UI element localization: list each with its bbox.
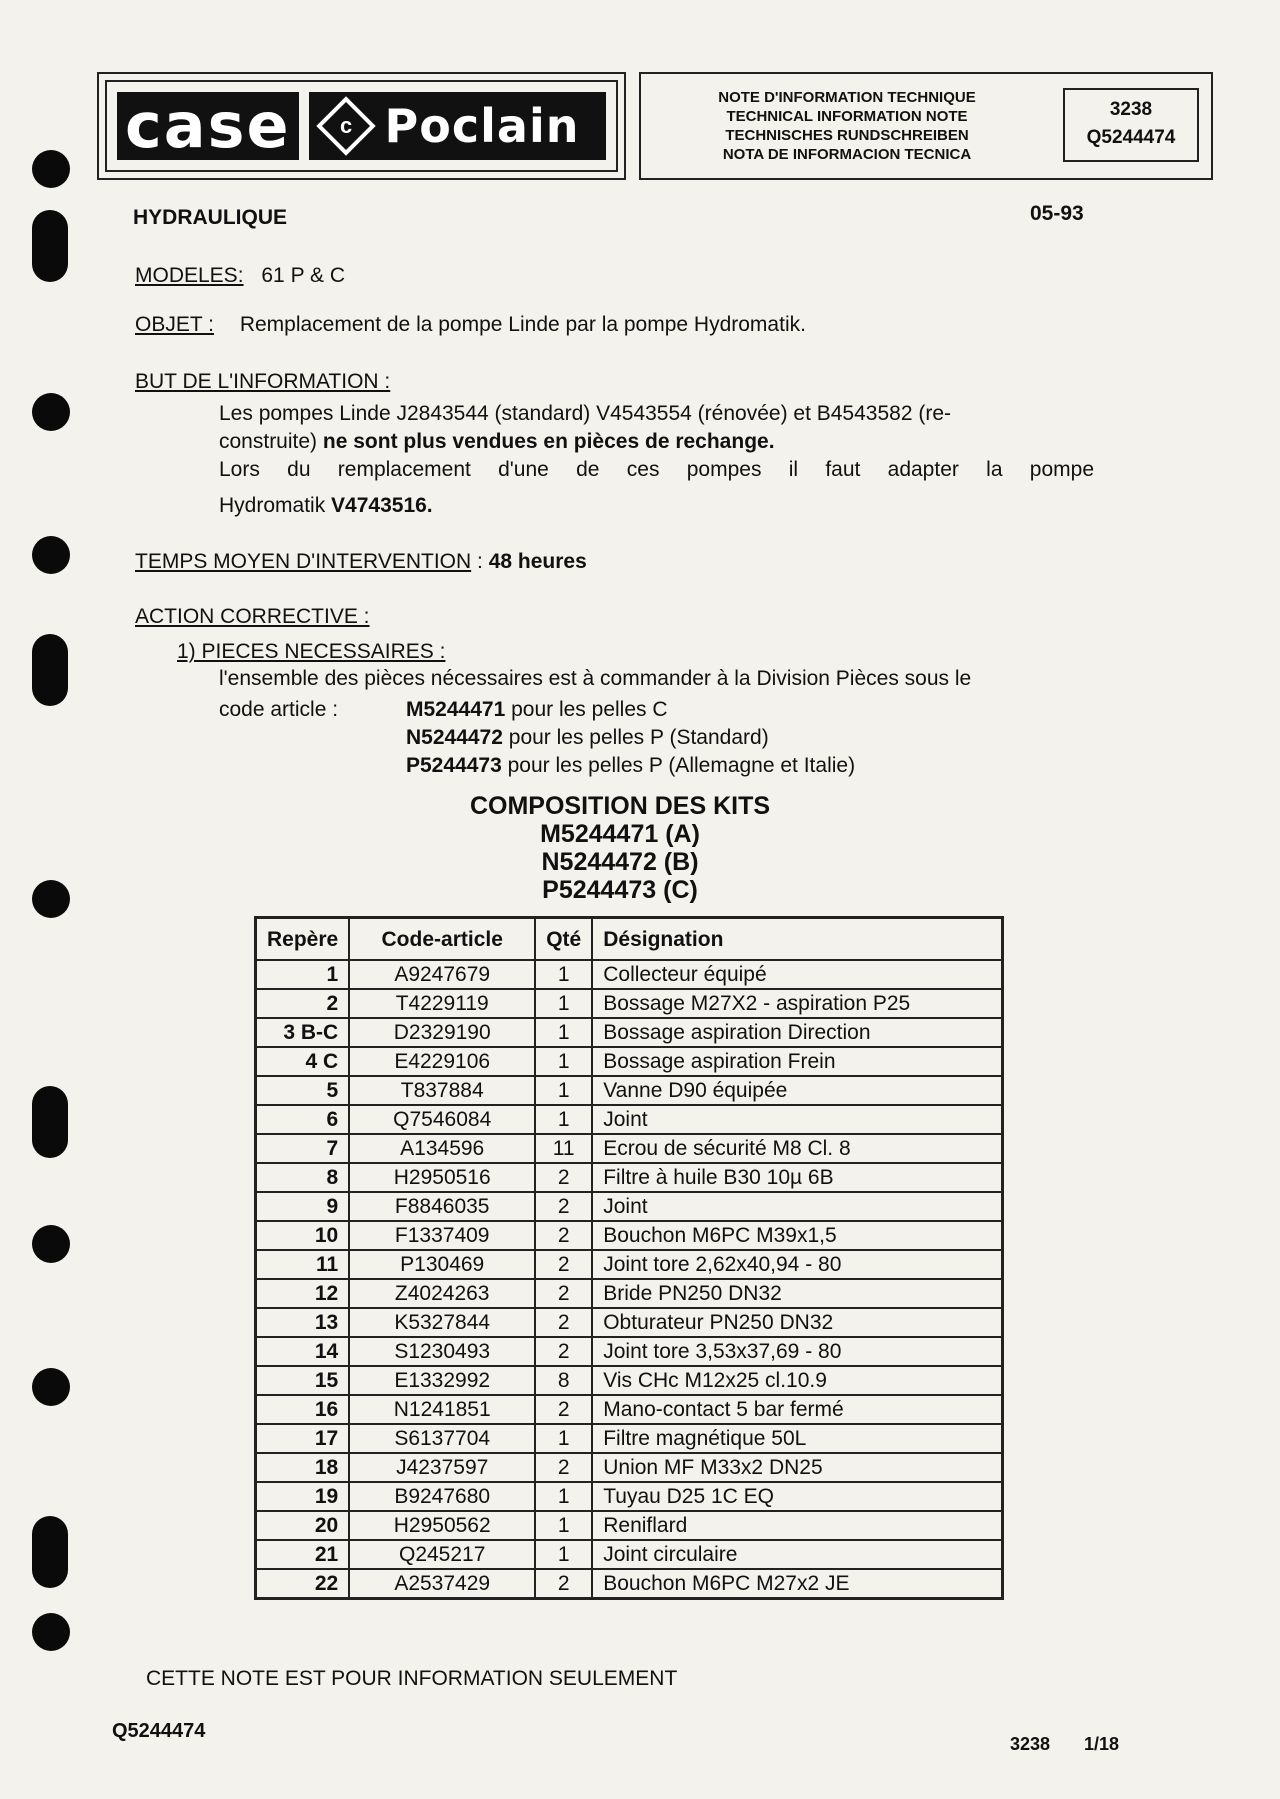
cell-designation: Obturateur PN250 DN32 <box>592 1308 1003 1337</box>
modeles-value: 61 P & C <box>261 264 346 287</box>
cell-qte: 2 <box>535 1308 592 1337</box>
cell-qte: 2 <box>535 1192 592 1221</box>
binder-hole <box>32 1368 70 1406</box>
cell-qte: 1 <box>535 960 592 989</box>
cell-repere: 7 <box>256 1134 350 1163</box>
footer-number: 3238 <box>1010 1734 1051 1754</box>
temps-value: 48 heures <box>488 550 587 573</box>
table-row <box>256 1395 1003 1424</box>
table-row <box>256 989 1003 1018</box>
cell-repere: 1 <box>256 960 350 989</box>
cell-code-article: K5327844 <box>349 1308 535 1337</box>
cell-code-article: T4229119 <box>349 989 535 1018</box>
cell-repere: 13 <box>256 1308 350 1337</box>
cell-repere: 4 C <box>256 1047 350 1076</box>
temps-row <box>135 548 587 576</box>
cell-code-article: Z4024263 <box>349 1279 535 1308</box>
table-row <box>256 1511 1003 1540</box>
but-line-4 <box>219 492 433 520</box>
reference-number: 3238 <box>1109 99 1153 120</box>
cell-qte: 1 <box>535 1105 592 1134</box>
table-row <box>256 1540 1003 1569</box>
cell-qte: 1 <box>535 1047 592 1076</box>
date: 05-93 <box>1030 202 1084 225</box>
cell-designation: Joint tore 2,62x40,94 - 80 <box>592 1250 1003 1279</box>
cell-qte: 1 <box>535 1076 592 1105</box>
cell-code-article: B9247680 <box>349 1482 535 1511</box>
cell-designation: Bouchon M6PC M39x1,5 <box>592 1221 1003 1250</box>
table-row <box>256 1047 1003 1076</box>
code-text: pour les pelles C <box>511 698 668 721</box>
pieces-label: 1) PIECES NECESSAIRES : <box>177 640 446 663</box>
code-line-1 <box>406 696 668 724</box>
poclain-logo <box>309 92 606 160</box>
cell-code-article: A2537429 <box>349 1569 535 1599</box>
cell-repere: 11 <box>256 1250 350 1279</box>
cell-designation: Bossage M27X2 - aspiration P25 <box>592 989 1003 1018</box>
modeles-row <box>135 262 345 290</box>
case-logo: case <box>117 92 299 160</box>
note-title-en: TECHNICAL INFORMATION NOTE <box>726 108 968 125</box>
code-value: M5244471 <box>406 698 506 721</box>
table-row <box>256 1279 1003 1308</box>
cell-qte: 1 <box>535 1540 592 1569</box>
cell-repere: 3 B-C <box>256 1018 350 1047</box>
footer-notice: CETTE NOTE EST POUR INFORMATION SEULEMENT <box>146 1667 678 1690</box>
cell-qte: 2 <box>535 1569 592 1599</box>
table-row <box>256 1250 1003 1279</box>
cell-qte: 2 <box>535 1453 592 1482</box>
cell-repere: 6 <box>256 1105 350 1134</box>
cell-repere: 21 <box>256 1540 350 1569</box>
cell-code-article: F1337409 <box>349 1221 535 1250</box>
table-row <box>256 1453 1003 1482</box>
note-header-box <box>639 72 1213 180</box>
cell-designation: Filtre à huile B30 10µ 6B <box>592 1163 1003 1192</box>
but-label: BUT DE L'INFORMATION : <box>135 370 391 393</box>
parts-table <box>254 916 1004 1600</box>
kit-line-b: N5244472 (B) <box>541 848 699 876</box>
table-row <box>256 1163 1003 1192</box>
cell-repere: 14 <box>256 1337 350 1366</box>
header-designation: Désignation <box>592 918 1003 961</box>
table-row <box>256 1424 1003 1453</box>
table-row <box>256 1482 1003 1511</box>
action-label: ACTION CORRECTIVE : <box>135 605 370 628</box>
cell-designation: Tuyau D25 1C EQ <box>592 1482 1003 1511</box>
table-row <box>256 1105 1003 1134</box>
binder-hole <box>32 1613 70 1651</box>
cell-repere: 16 <box>256 1395 350 1424</box>
section-title: HYDRAULIQUE <box>133 206 288 229</box>
note-titles <box>667 88 1027 164</box>
cell-repere: 9 <box>256 1192 350 1221</box>
cell-designation: Filtre magnétique 50L <box>592 1424 1003 1453</box>
cell-qte: 2 <box>535 1279 592 1308</box>
temps-label: TEMPS MOYEN D'INTERVENTION <box>135 550 472 573</box>
cell-repere: 22 <box>256 1569 350 1599</box>
footer-code: Q5244474 <box>112 1720 206 1742</box>
code-line-2 <box>406 724 769 752</box>
table-header-row <box>256 918 1003 961</box>
cell-repere: 17 <box>256 1424 350 1453</box>
cell-code-article: S1230493 <box>349 1337 535 1366</box>
kit-line-c: P5244473 (C) <box>542 876 698 904</box>
note-title-fr: NOTE D'INFORMATION TECHNIQUE <box>718 89 976 106</box>
cell-qte: 2 <box>535 1250 592 1279</box>
binder-hole <box>32 210 68 282</box>
table-row <box>256 1134 1003 1163</box>
binder-hole <box>32 1225 70 1263</box>
cell-designation: Joint <box>592 1192 1003 1221</box>
cell-designation: Reniflard <box>592 1511 1003 1540</box>
binder-hole <box>32 1516 68 1588</box>
binder-hole <box>32 1086 68 1158</box>
cell-code-article: S6137704 <box>349 1424 535 1453</box>
header-repere: Repère <box>256 918 350 961</box>
cell-qte: 1 <box>535 989 592 1018</box>
cell-qte: 1 <box>535 1511 592 1540</box>
cell-qte: 2 <box>535 1221 592 1250</box>
cell-code-article: H2950562 <box>349 1511 535 1540</box>
cell-qte: 2 <box>535 1337 592 1366</box>
parts-table-body <box>256 960 1003 1599</box>
code-text: pour les pelles P (Standard) <box>508 726 769 749</box>
but-line-2-bold: ne sont plus vendues en pièces de rechange. <box>322 430 775 453</box>
footer-page: 1/18 <box>1084 1734 1120 1754</box>
cell-designation: Collecteur équipé <box>592 960 1003 989</box>
cell-designation: Union MF M33x2 DN25 <box>592 1453 1003 1482</box>
cell-designation: Joint circulaire <box>592 1540 1003 1569</box>
cell-qte: 1 <box>535 1482 592 1511</box>
header-code-article: Code-article <box>349 918 535 961</box>
binder-hole <box>32 880 70 918</box>
but-line-3: Lors du remplacement d'une de ces pompes il faut adapter la pompe <box>219 458 1094 481</box>
table-row <box>256 1308 1003 1337</box>
logo-box <box>97 72 626 180</box>
cell-qte: 1 <box>535 1018 592 1047</box>
cell-designation: Joint tore 3,53x37,69 - 80 <box>592 1337 1003 1366</box>
poclain-text: Poclain <box>384 99 580 153</box>
cell-repere: 5 <box>256 1076 350 1105</box>
kits-title: COMPOSITION DES KITS <box>469 792 771 820</box>
poclain-diamond-icon: c <box>316 96 375 155</box>
cell-designation: Ecrou de sécurité M8 Cl. 8 <box>592 1134 1003 1163</box>
cell-designation: Joint <box>592 1105 1003 1134</box>
cell-code-article: E1332992 <box>349 1366 535 1395</box>
cell-designation: Bride PN250 DN32 <box>592 1279 1003 1308</box>
cell-code-article: H2950516 <box>349 1163 535 1192</box>
objet-value: Remplacement de la pompe Linde par la pompe Hydromatik. <box>239 313 806 336</box>
cell-qte: 11 <box>535 1134 592 1163</box>
header-qte: Qté <box>535 918 592 961</box>
but-line-2 <box>219 428 775 456</box>
reference-code: Q5244474 <box>1086 127 1176 148</box>
cell-designation: Vanne D90 équipée <box>592 1076 1003 1105</box>
code-article-label: code article : <box>219 698 339 721</box>
cell-repere: 20 <box>256 1511 350 1540</box>
cell-repere: 2 <box>256 989 350 1018</box>
cell-code-article: J4237597 <box>349 1453 535 1482</box>
code-value: N5244472 <box>406 726 503 749</box>
code-value: P5244473 <box>406 754 502 777</box>
but-line-1: Les pompes Linde J2843544 (standard) V4543554 (rénovée) et B4543582 (re- <box>219 402 951 425</box>
binder-hole <box>32 536 70 574</box>
cell-repere: 10 <box>256 1221 350 1250</box>
kit-line-a: M5244471 (A) <box>540 820 700 848</box>
cell-designation: Vis CHc M12x25 cl.10.9 <box>592 1366 1003 1395</box>
table-row <box>256 1192 1003 1221</box>
table-row <box>256 1076 1003 1105</box>
objet-row <box>135 311 806 339</box>
cell-designation: Mano-contact 5 bar fermé <box>592 1395 1003 1424</box>
table-row <box>256 1569 1003 1599</box>
cell-qte: 2 <box>535 1395 592 1424</box>
table-row <box>256 960 1003 989</box>
table-row <box>256 1018 1003 1047</box>
cell-code-article: A134596 <box>349 1134 535 1163</box>
reference-box <box>1063 88 1199 162</box>
cell-code-article: E4229106 <box>349 1047 535 1076</box>
cell-code-article: D2329190 <box>349 1018 535 1047</box>
cell-code-article: T837884 <box>349 1076 535 1105</box>
cell-repere: 19 <box>256 1482 350 1511</box>
cell-qte: 2 <box>535 1163 592 1192</box>
note-title-es: NOTA DE INFORMACION TECNICA <box>722 146 972 163</box>
binder-hole <box>32 150 70 188</box>
note-title-de: TECHNISCHES RUNDSCHREIBEN <box>725 127 969 144</box>
cell-designation: Bossage aspiration Frein <box>592 1047 1003 1076</box>
cell-qte: 1 <box>535 1424 592 1453</box>
table-row <box>256 1221 1003 1250</box>
objet-label: OBJET : <box>135 313 214 336</box>
cell-repere: 8 <box>256 1163 350 1192</box>
binder-hole <box>32 393 70 431</box>
cell-qte: 8 <box>535 1366 592 1395</box>
but-line-2-plain: construite) <box>219 430 318 453</box>
modeles-label: MODELES: <box>135 264 244 287</box>
cell-designation: Bossage aspiration Direction <box>592 1018 1003 1047</box>
cell-code-article: A9247679 <box>349 960 535 989</box>
but-line-4-plain: Hydromatik <box>219 494 326 517</box>
action-line-1: l'ensemble des pièces nécessaires est à commander à la Division Pièces sous le <box>219 667 972 690</box>
table-row <box>256 1337 1003 1366</box>
cell-code-article: F8846035 <box>349 1192 535 1221</box>
cell-designation: Bouchon M6PC M27x2 JE <box>592 1569 1003 1599</box>
cell-code-article: P130469 <box>349 1250 535 1279</box>
cell-code-article: N1241851 <box>349 1395 535 1424</box>
binder-hole <box>32 634 68 706</box>
cell-code-article: Q245217 <box>349 1540 535 1569</box>
cell-repere: 15 <box>256 1366 350 1395</box>
cell-code-article: Q7546084 <box>349 1105 535 1134</box>
cell-repere: 12 <box>256 1279 350 1308</box>
table-row <box>256 1366 1003 1395</box>
code-text: pour les pelles P (Allemagne et Italie) <box>507 754 856 777</box>
but-line-4-bold: V4743516. <box>331 494 433 517</box>
cell-repere: 18 <box>256 1453 350 1482</box>
code-line-3 <box>406 752 855 780</box>
temps-separator: : <box>477 550 483 573</box>
